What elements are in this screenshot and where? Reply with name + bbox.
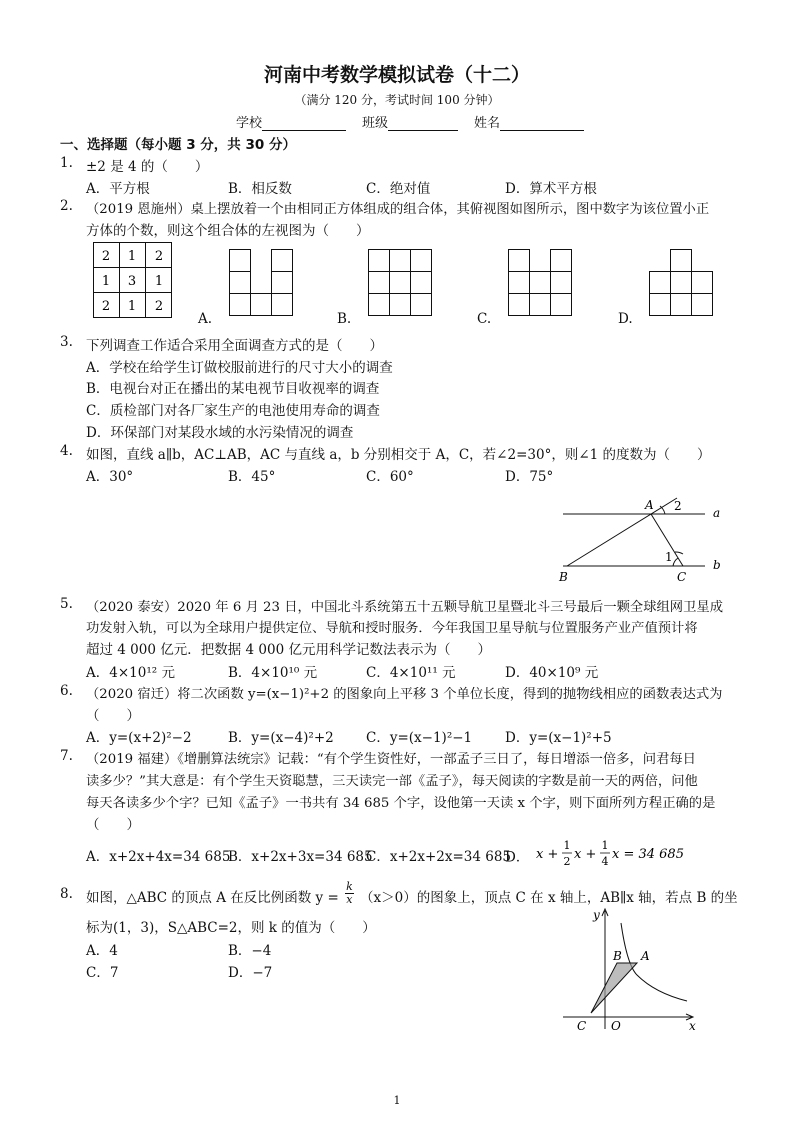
fraction-denominator: x <box>346 893 353 906</box>
question-stem: （2019 福建）《增删算法统宗》记载：“有个学生资性好，一部孟子三日了，每日增添一倍多，问君每日 <box>86 752 696 767</box>
question-stem: （ ） <box>86 817 140 833</box>
grid-cell: 1 <box>127 299 137 314</box>
parallel-lines-figure <box>555 494 735 590</box>
inverse-function-figure <box>555 905 705 1039</box>
point-c-label: C <box>677 570 687 584</box>
question-stem: （ ） <box>86 708 140 724</box>
grid-cell: 2 <box>101 299 111 314</box>
origin-label: O <box>611 1019 621 1033</box>
option-c[interactable]: C．y=(x−1)²−1 <box>366 730 473 746</box>
question-number: 7. <box>60 748 73 764</box>
option-c[interactable]: C．绝对值 <box>366 181 431 197</box>
option-d[interactable] <box>505 839 684 871</box>
option-c[interactable]: C．4×10¹¹ 元 <box>366 665 456 681</box>
angle-2-label: 2 <box>674 499 682 513</box>
question-stem: （2020 泰安）2020 年 6 月 23 日，中国北斗系统第五十五颗导航卫星暨北斗三号最后一颗全球组网卫星成 <box>86 600 723 615</box>
question-stem: 标为(1，3)，S△ABC=2，则 k 的值为（ ） <box>86 920 376 936</box>
question-number: 5. <box>60 596 73 612</box>
eq-frac2-num: 1 <box>601 839 609 852</box>
school-label: 学校 <box>236 116 263 131</box>
option-a[interactable]: A．学校在给学生订做校服前进行的尺寸大小的调查 <box>86 360 393 376</box>
point-b-label: B <box>559 570 568 584</box>
question-stem: 下列调查工作适合采用全面调查方式的是（ ） <box>86 338 383 354</box>
page-title: 河南中考数学模拟试卷（十二） <box>263 64 530 86</box>
grid-cell: 1 <box>154 274 164 289</box>
option-d[interactable]: D．40×10⁹ 元 <box>505 665 599 681</box>
option-b[interactable]: B．相反数 <box>228 181 292 197</box>
page-number: 1 <box>393 1094 401 1107</box>
eq-term-x3: x = 34 685 <box>611 847 684 862</box>
option-b[interactable]: B．y=(x−4)²+2 <box>228 730 334 746</box>
option-a[interactable]: A．y=(x+2)²−2 <box>86 730 192 746</box>
option-a[interactable]: A．30° <box>86 469 134 485</box>
option-d[interactable]: D．环保部门对某段水域的水污染情况的调查 <box>86 425 354 441</box>
question-number: 3. <box>60 334 73 350</box>
point-a-label: A <box>641 949 650 963</box>
exam-subtitle: （满分 120 分，考试时间 100 分钟） <box>294 93 500 107</box>
school-field[interactable] <box>236 112 346 131</box>
option-d[interactable]: D．y=(x−1)²+5 <box>505 730 612 746</box>
option-a-label[interactable]: A. <box>198 311 213 327</box>
option-d[interactable]: D．−7 <box>228 965 273 981</box>
option-b[interactable]: B．4×10¹⁰ 元 <box>228 665 318 681</box>
eq-frac1-num: 1 <box>563 839 571 852</box>
question-stem-part2: （x＞0）的图象上，顶点 C 在 x 轴上，AB∥x 轴，若点 B 的坐 <box>360 890 738 906</box>
question-stem: ±2 是 4 的（ ） <box>86 159 209 175</box>
grid-cell: 1 <box>101 274 111 289</box>
option-c-figure[interactable] <box>507 246 575 322</box>
option-c-label[interactable]: C. <box>477 311 492 327</box>
option-d-letter: D． <box>505 849 530 866</box>
question-stem <box>86 880 738 906</box>
name-field[interactable] <box>474 112 584 131</box>
x-axis-label: x <box>689 1019 696 1033</box>
grid-cell: 2 <box>154 299 164 314</box>
fraction-numerator: k <box>346 880 353 893</box>
option-a[interactable]: A．4×10¹² 元 <box>86 665 175 681</box>
angle-1-label: 1 <box>665 550 673 564</box>
question-number: 8. <box>60 886 73 902</box>
top-view-grid <box>93 242 173 324</box>
point-a-label: A <box>645 498 654 512</box>
option-a[interactable]: A．平方根 <box>86 181 150 197</box>
fraction-k-over-x <box>345 881 354 906</box>
option-d-label[interactable]: D. <box>618 311 633 327</box>
eq-frac1-den: 2 <box>563 855 571 868</box>
class-label: 班级 <box>362 116 389 131</box>
question-stem: 每天各读多少个字？已知《孟子》一书共有 34 685 个字，设他第一天读 x 个字，则下面所列方程正确的是 <box>86 796 716 811</box>
y-axis-label: y <box>593 908 600 922</box>
class-field[interactable] <box>362 112 458 131</box>
eq-term-x2: x + <box>573 847 596 862</box>
question-stem: 读多少？”其大意是：有个学生天资聪慧，三天读完一部《孟子》，每天阅读的字数是前一天的两倍，问他 <box>86 774 698 789</box>
question-stem: 功发射入轨，可以为全球用户提供定位、导航和授时服务．今年我国卫星导航与位置服务产业产值预计将 <box>86 621 698 636</box>
grid-cell: 3 <box>127 274 137 289</box>
option-b-label[interactable]: B. <box>337 311 352 327</box>
option-d-equation <box>534 837 684 871</box>
question-stem: （2020 宿迁）将二次函数 y=(x−1)²+2 的图象向上平移 3 个单位长度，得到的抛物线相应的函数表达式为 <box>86 687 723 702</box>
option-a-figure[interactable] <box>228 246 296 322</box>
option-a[interactable]: A．4 <box>86 943 118 959</box>
grid-cell: 2 <box>101 249 111 264</box>
option-b-figure[interactable] <box>367 246 435 322</box>
option-c[interactable]: C．60° <box>366 469 414 485</box>
line-b-label: b <box>713 558 721 572</box>
question-stem: 超过 4 000 亿元．把数据 4 000 亿元用科学记数法表示为（ ） <box>86 642 491 658</box>
option-c[interactable]: C．7 <box>86 965 119 981</box>
section-title: 一、选择题（每小题 3 分，共 30 分） <box>60 137 296 153</box>
name-label: 姓名 <box>474 116 501 131</box>
eq-frac2-den: 4 <box>601 855 609 868</box>
grid-cell: 2 <box>154 249 164 264</box>
line-a-label: a <box>713 506 721 520</box>
question-number: 2. <box>60 198 73 214</box>
question-stem: 如图，直线 a∥b，AC⊥AB，AC 与直线 a，b 分别相交于 A，C，若∠2=30°，则∠1 的度数为（ ） <box>86 447 711 463</box>
option-d[interactable]: D．75° <box>505 469 554 485</box>
option-b[interactable]: B．45° <box>228 469 276 485</box>
point-c-label: C <box>577 1019 587 1033</box>
option-b[interactable]: B．电视台对正在播出的某电视节目收视率的调查 <box>86 381 380 397</box>
grid-cell: 1 <box>127 249 137 264</box>
question-stem: （2019 恩施州）桌上摆放着一个由相同正方体组成的组合体，其俯视图如图所示，图中数字为该位置小正 <box>86 202 710 217</box>
option-b[interactable]: B．−4 <box>228 943 272 959</box>
point-b-label: B <box>613 949 622 963</box>
eq-term-x1: x + <box>535 847 558 862</box>
question-stem-part1: 如图，△ABC 的顶点 A 在反比例函数 y = <box>86 890 339 906</box>
option-d[interactable]: D．算术平方根 <box>505 181 597 197</box>
option-a[interactable]: A．x+2x+4x=34 685 <box>86 849 231 865</box>
option-c[interactable]: C．x+2x+2x=34 685 <box>366 849 512 865</box>
option-d-figure[interactable] <box>648 246 716 322</box>
option-b[interactable]: B．x+2x+3x=34 685 <box>228 849 373 865</box>
question-number: 6. <box>60 683 73 699</box>
question-stem: 方体的个数，则这个组合体的左视图为（ ） <box>86 223 370 239</box>
question-number: 4. <box>60 443 73 459</box>
option-c[interactable]: C．质检部门对各厂家生产的电池使用寿命的调查 <box>86 403 380 419</box>
question-number: 1. <box>60 155 73 171</box>
